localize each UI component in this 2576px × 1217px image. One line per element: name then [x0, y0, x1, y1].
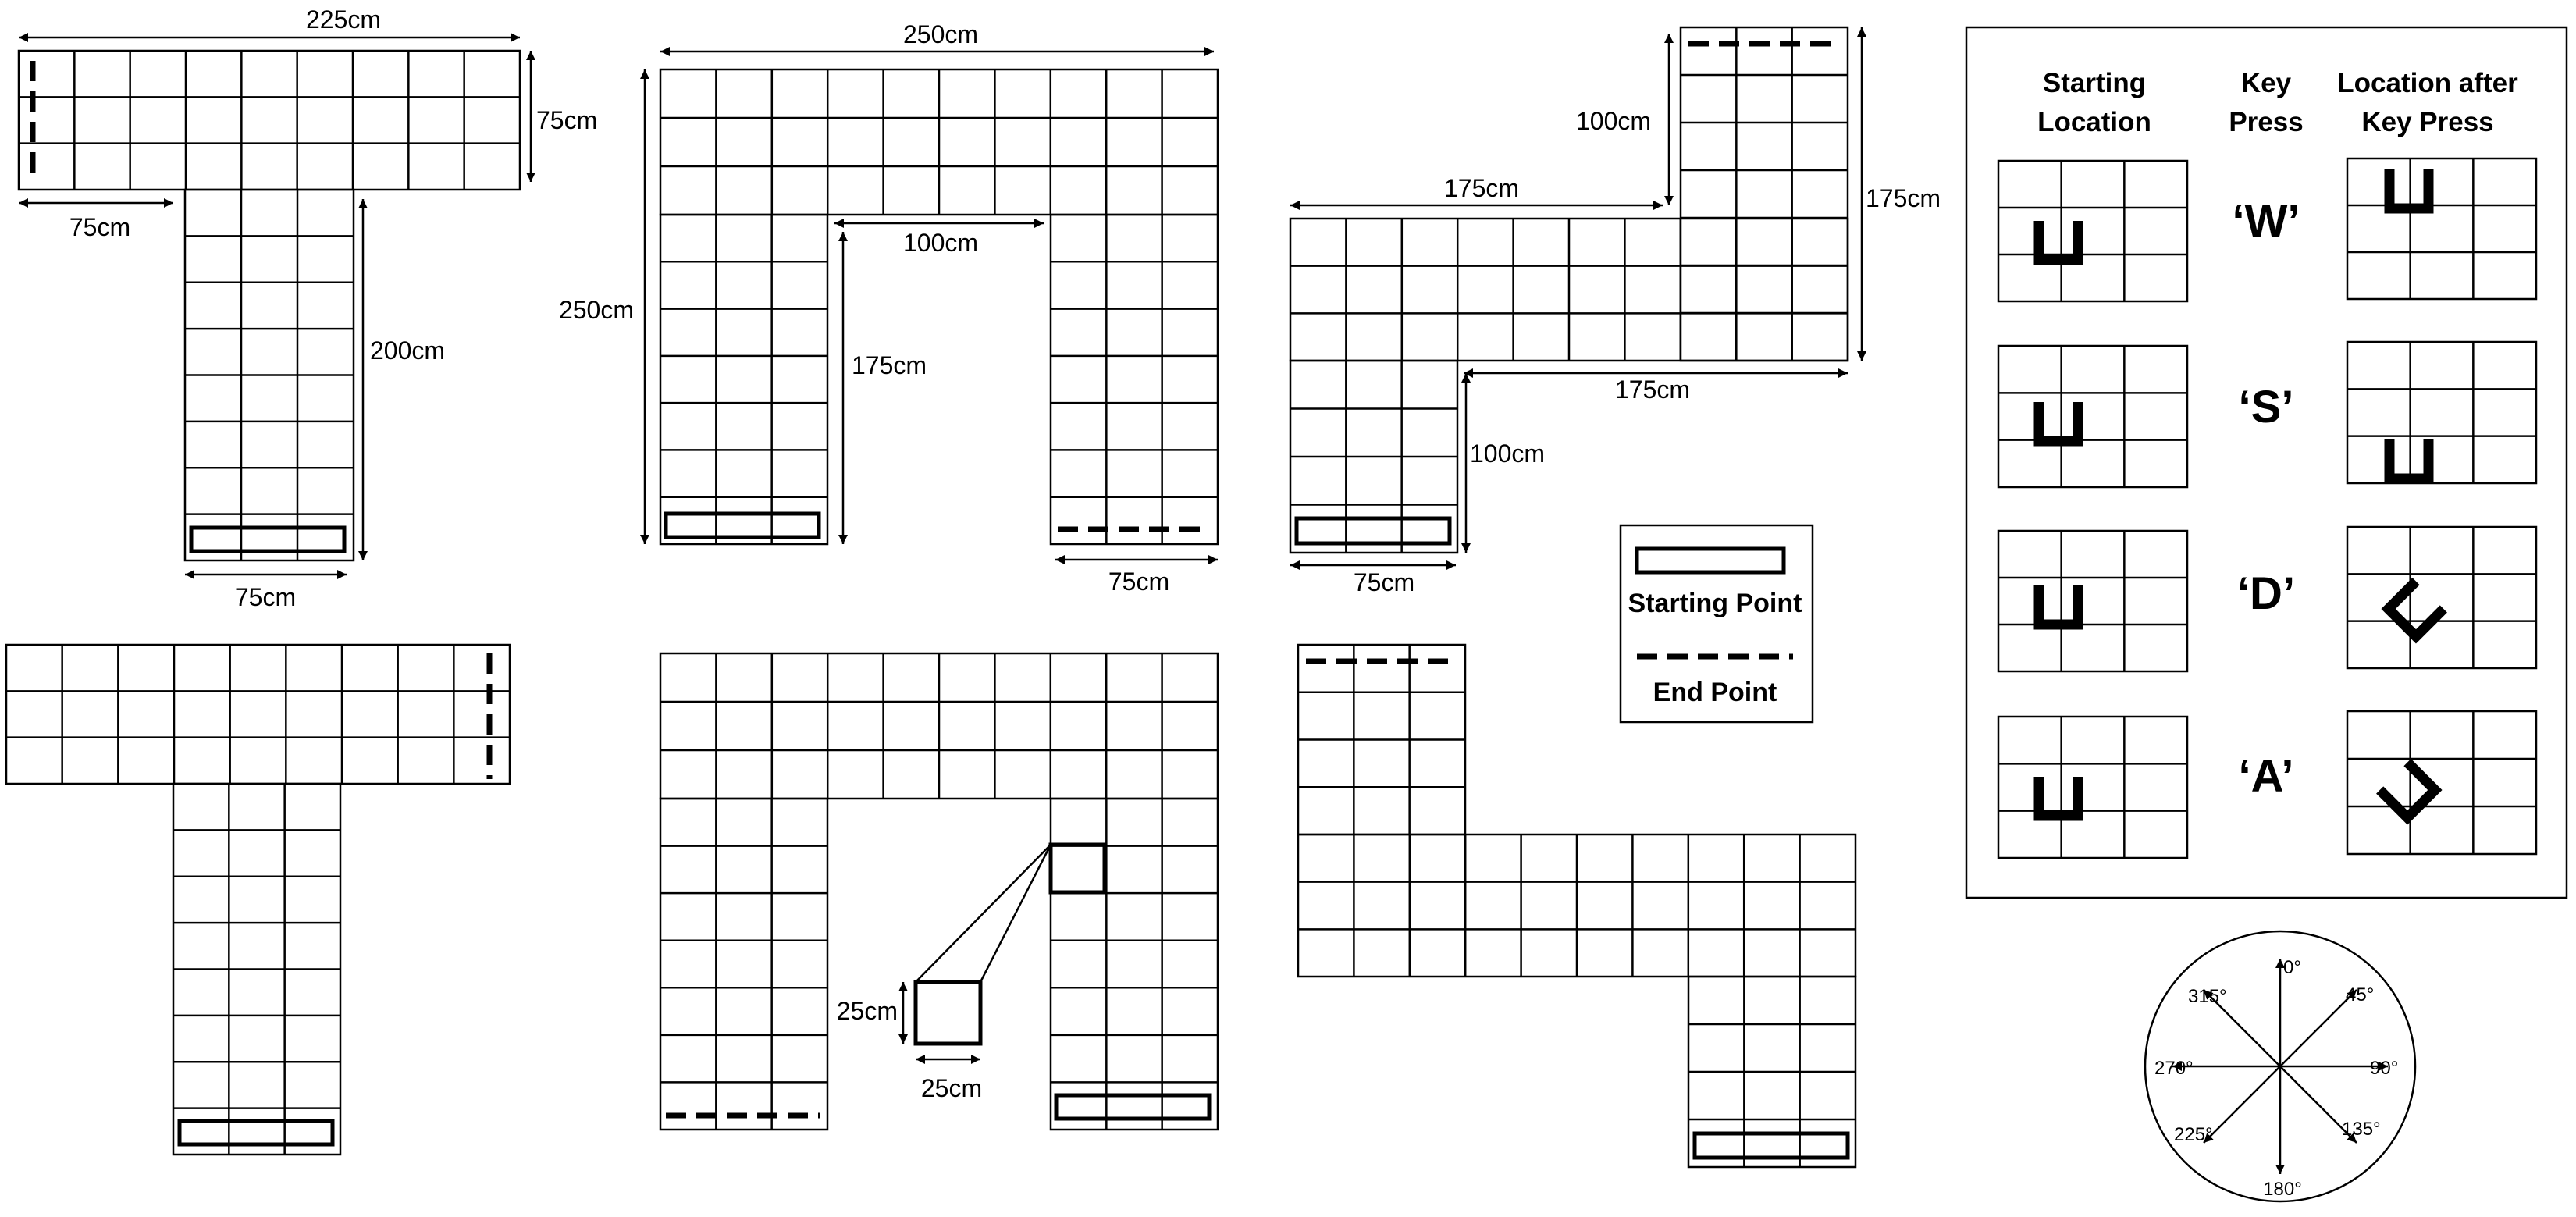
- w-start-grid-s: [1998, 346, 2187, 487]
- start-point-symbol: [1637, 549, 1784, 572]
- z2-start-marker: [1695, 1133, 1848, 1158]
- w-after-cursor: [2389, 169, 2428, 208]
- d-start-grid: [1998, 531, 2187, 671]
- compass-225-label: 225°: [2174, 1124, 2213, 1145]
- mark-layer: [33, 44, 2443, 1158]
- z-start-marker: [1297, 518, 1450, 543]
- tile-height-label: 25cm: [836, 997, 898, 1025]
- z-shape-upper-grid: [1681, 27, 1848, 361]
- u-right-width-label: 75cm: [1108, 568, 1170, 596]
- t2-shape-stem-grid: [173, 784, 340, 1155]
- header-key-press-2: Press: [2229, 107, 2304, 137]
- u2-start-marker: [1056, 1095, 1209, 1119]
- t-left-offset-label: 75cm: [69, 213, 131, 241]
- d-start-cursor: [2039, 585, 2078, 625]
- d-after-cursor: [2389, 582, 2444, 637]
- key-a-label: ‘A’: [2238, 751, 2294, 802]
- t-shape-top-grid: [19, 51, 520, 190]
- zoom-line: [980, 845, 1051, 982]
- a-after-cursor: [2380, 763, 2435, 818]
- key-s-label: ‘S’: [2238, 382, 2294, 432]
- z-shape-lower-grid: [1290, 361, 1457, 553]
- compass-180-label: 180°: [2263, 1179, 2302, 1200]
- u2-shape-left-grid: [660, 799, 827, 1130]
- w-start-grid: [1998, 161, 2187, 301]
- z-right-height-label: 175cm: [1866, 184, 1941, 212]
- key-d-label: ‘D’: [2236, 568, 2296, 619]
- direction-compass: [2145, 931, 2415, 1201]
- header-key-press-1: Key: [2240, 68, 2292, 98]
- t-start-marker: [191, 528, 344, 551]
- t-stem-height-label: 200cm: [370, 336, 446, 365]
- header-location-after-2: Key Press: [2361, 107, 2494, 137]
- header-location-after-1: Location after: [2337, 68, 2518, 98]
- compass-90-label: 90°: [2370, 1058, 2399, 1079]
- compass-270-label: 270°: [2154, 1058, 2194, 1079]
- compass-0-label: 0°: [2283, 957, 2301, 978]
- dimension-arrow-layer: [19, 27, 1862, 1059]
- highlighted-tile: [1051, 845, 1105, 892]
- t-stem-width-label: 75cm: [234, 583, 297, 611]
- u-start-marker: [666, 514, 819, 537]
- z2-shape-lower-grid: [1688, 977, 1856, 1167]
- d-after-grid: [2347, 527, 2536, 668]
- u2-shape-right-grid: [1051, 799, 1218, 1130]
- z2-shape-upper-grid: [1298, 645, 1465, 834]
- zoomed-tile: [916, 982, 980, 1044]
- u-shape-right-grid: [1051, 215, 1218, 544]
- t-shape-stem-grid: [185, 190, 354, 560]
- z-upper-height-label: 100cm: [1576, 107, 1652, 135]
- legend-start-label: Starting Point: [1628, 589, 1802, 618]
- u-top-width-label: 250cm: [902, 20, 979, 48]
- u-inner-height-label: 175cm: [852, 351, 927, 379]
- compass-315-label: 315°: [2188, 986, 2227, 1007]
- u-gap-width-label: 100cm: [902, 229, 979, 257]
- u-shape-left-grid: [660, 215, 827, 544]
- t-top-height-label: 75cm: [536, 106, 598, 134]
- w-after-grid: [2347, 158, 2536, 299]
- compass-135-label: 135°: [2342, 1119, 2381, 1140]
- a-start-grid: [1998, 717, 2187, 858]
- s-after-grid: [2347, 342, 2536, 483]
- header-starting-location-2: Location: [2037, 107, 2151, 137]
- t2-shape-top-grid: [6, 645, 510, 784]
- z2-shape-middle-grid: [1298, 834, 1856, 977]
- legend-end-label: End Point: [1653, 678, 1777, 707]
- z-lower-width-label: 175cm: [1614, 375, 1691, 404]
- compass-45-label: 45°: [2346, 984, 2375, 1005]
- u-shape-top-grid: [660, 69, 1218, 215]
- key-w-label: ‘W’: [2232, 196, 2300, 247]
- s-start-cursor: [2039, 402, 2078, 441]
- u-left-height-label: 250cm: [558, 296, 634, 324]
- grid-layer: [6, 27, 2536, 1167]
- z-left-width-label: 75cm: [1353, 568, 1415, 596]
- z-lower-height-label: 100cm: [1470, 439, 1546, 468]
- s-after-cursor: [2389, 439, 2428, 479]
- u2-shape-top-grid: [660, 653, 1218, 799]
- zoom-line: [916, 845, 1051, 982]
- z-shape-middle-grid: [1290, 219, 1848, 361]
- z-upper-width-label: 175cm: [1443, 174, 1520, 202]
- t2-start-marker: [180, 1121, 333, 1144]
- header-starting-location-1: Starting: [2042, 68, 2147, 98]
- a-after-grid: [2347, 711, 2536, 854]
- legend-box: [1621, 525, 1813, 722]
- t-top-width-label: 225cm: [305, 5, 382, 34]
- tile-width-label: 25cm: [920, 1074, 983, 1102]
